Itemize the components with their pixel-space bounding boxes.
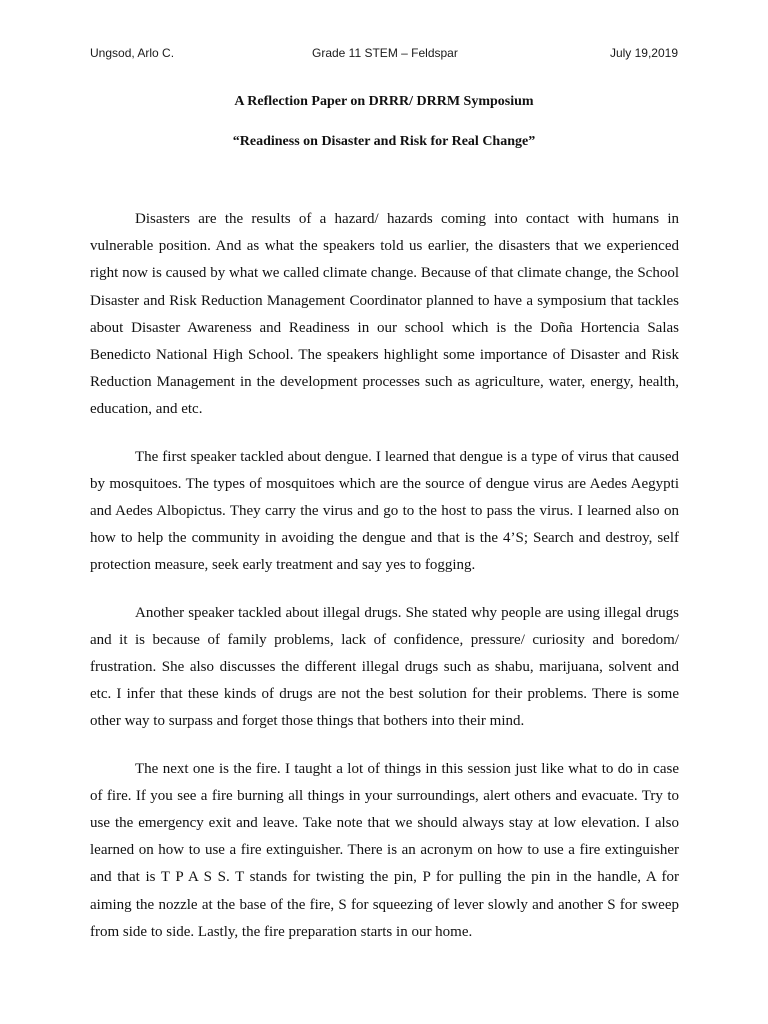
header-date: July 19,2019 <box>609 46 678 60</box>
class-section: Grade 11 STEM – Feldspar <box>312 46 458 60</box>
author-name: Ungsod, Arlo C. <box>90 46 175 60</box>
paper-title: A Reflection Paper on DRRR/ DRRM Symposium <box>234 94 534 109</box>
page-header <box>90 46 678 66</box>
paragraph-fire: The next one is the fire. I taught a lot of things in this session just like what to do in case of fire. If you see a fire burning all things in your surroundings, alert others and evacuate. Try to use the emergency exit and leave. Take note that we should always stay at low elevation. I also learned on how to use a fire extinguisher. There is an acronym on how to use a fire extinguisher and that is T P A S S. T stands for twisting the pin, P for pulling the pin in the handle, A for aiming the nozzle at the base of the fire, S for squeezing of lever slowly and another S for sweep from side to side. Lastly, the fire preparation starts in our home. <box>90 760 679 940</box>
paper-subtitle: “Readiness on Disaster and Risk for Real Change” <box>232 134 536 149</box>
paper-body <box>90 206 679 966</box>
paragraph-dengue: The first speaker tackled about dengue. I learned that dengue is a type of virus that caused by mosquitoes. The types of mosquitoes which are the source of dengue virus are Aedes Aegypti and Aedes Albopictus. They carry the virus and go to the host to pass the virus. I learned also on how to help the community in avoiding the dengue and that is the 4’S; Search and destroy, self protection measure, seek early treatment and say yes to fogging. <box>90 448 679 574</box>
paragraph-intro: Disasters are the results of a hazard/ hazards coming into contact with humans in vulnerable position. And as what the speakers told us earlier, the disasters that we experienced right now is caused by what we called climate change. Because of that climate change, the School Disaster and Risk Reduction Management Coordinator planned to have a symposium that tackles about Disaster Awareness and Readiness in our school which is the Doña Hortencia Salas Benedicto National High School. The speakers highlight some importance of Disaster and Risk Reduction Management in the development processes such as agriculture, water, energy, health, education, and etc. <box>90 211 679 418</box>
paragraph-illegal-drugs: Another speaker tackled about illegal drugs. She stated why people are using illegal drugs and it is because of family problems, lack of confidence, pressure/ curiosity and boredom/ frustration. She also discusses the different illegal drugs such as shabu, marijuana, solvent and etc. I infer that these kinds of drugs are not the best solution for their problems. There is some other way to surpass and forget those things that bothers into their mind. <box>90 604 679 730</box>
